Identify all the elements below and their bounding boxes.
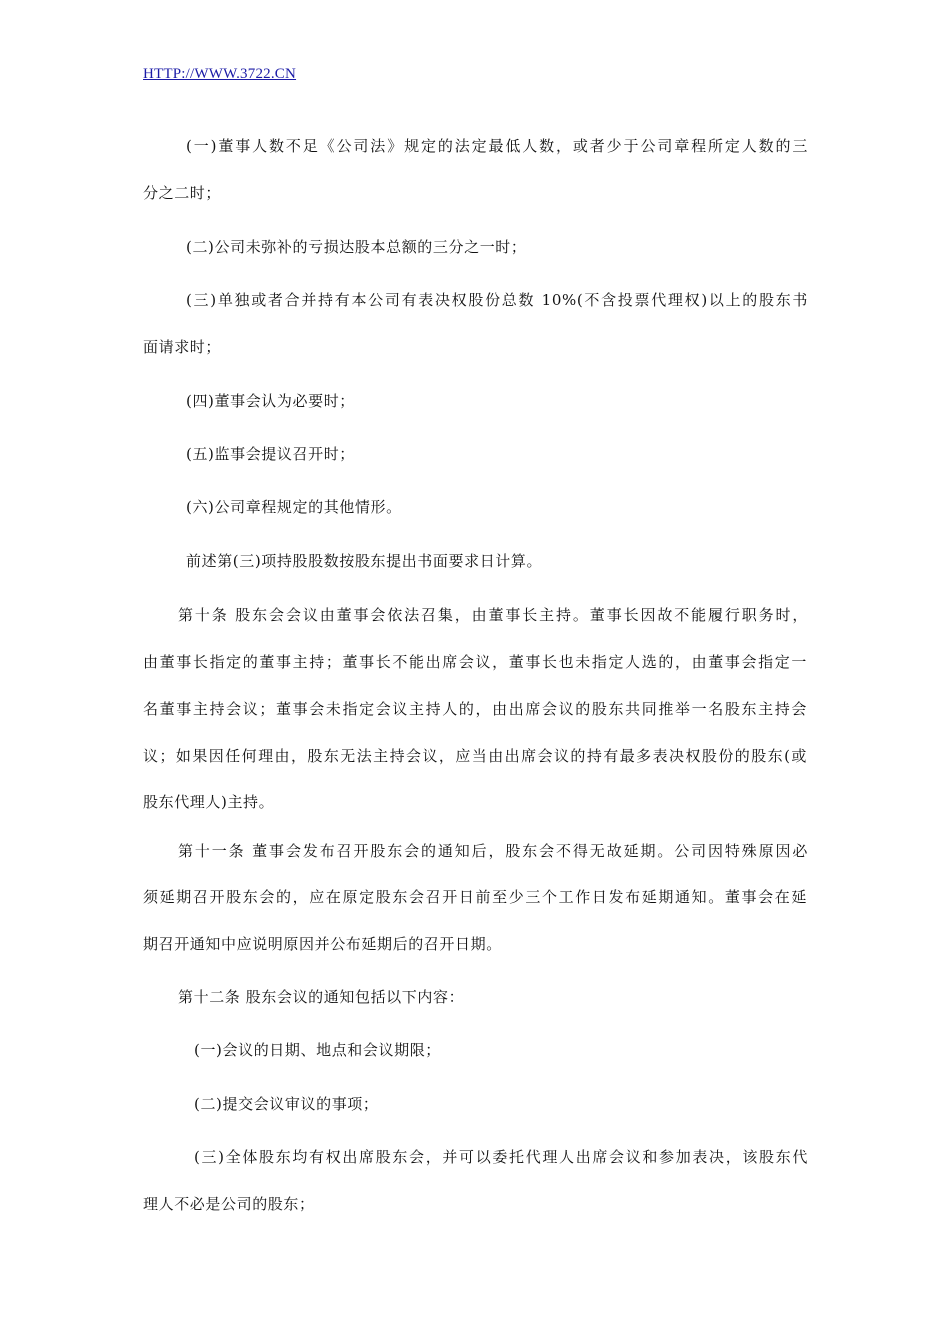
article-10-line: 第十条 股东会会议由董事会依法召集，由董事长主持。董事长因故不能履行职务时， <box>178 606 808 624</box>
article-11-line: 期召开通知中应说明原因并公布延期后的召开日期。 <box>143 935 502 953</box>
list-item: (一)会议的日期、地点和会议期限； <box>194 1041 441 1059</box>
article-11-line: 须延期召开股东会的，应在原定股东会召开日前至少三个工作日发布延期通知。董事会在延 <box>143 888 807 906</box>
paragraph-line: (三)单独或者合并持有本公司有表决权股份总数 10%(不含投票代理权)以上的股东书 <box>186 291 808 309</box>
paragraph-line: 分之二时； <box>143 184 222 202</box>
paragraph-line: (一)董事人数不足《公司法》规定的法定最低人数，或者少于公司章程所定人数的三 <box>186 137 808 155</box>
list-item: (三)全体股东均有权出席股东会，并可以委托代理人出席会议和参加表决，该股东代 <box>194 1148 808 1166</box>
paragraph-line: 面请求时； <box>143 338 222 356</box>
paragraph-line: (四)董事会认为必要时； <box>186 392 355 410</box>
paragraph-line: (六)公司章程规定的其他情形。 <box>186 498 402 516</box>
article-10-line: 由董事长指定的董事主持；董事长不能出席会议，董事长也未指定人选的，由董事会指定一 <box>143 653 807 671</box>
list-item: (二)提交会议审议的事项； <box>194 1095 379 1113</box>
article-10-line: 议；如果因任何理由，股东无法主持会议，应当由出席会议的持有最多表决权股份的股东(或 <box>143 747 807 765</box>
paragraph-line: (二)公司未弥补的亏损达股本总额的三分之一时； <box>186 238 527 256</box>
paragraph-line: 前述第(三)项持股股数按股东提出书面要求日计算。 <box>186 552 543 570</box>
paragraph-line: (五)监事会提议召开时； <box>186 445 355 463</box>
article-12-heading: 第十二条 股东会议的通知包括以下内容： <box>178 988 465 1006</box>
header-url-link[interactable]: HTTP://WWW.3722.CN <box>143 66 297 82</box>
article-10-line: 股东代理人)主持。 <box>143 793 275 811</box>
list-item: 理人不必是公司的股东； <box>143 1195 315 1213</box>
article-10-line: 名董事主持会议；董事会未指定会议主持人的，由出席会议的股东共同推举一名股东主持会 <box>143 700 807 718</box>
article-11-line: 第十一条 董事会发布召开股东会的通知后，股东会不得无故延期。公司因特殊原因必 <box>178 842 808 860</box>
